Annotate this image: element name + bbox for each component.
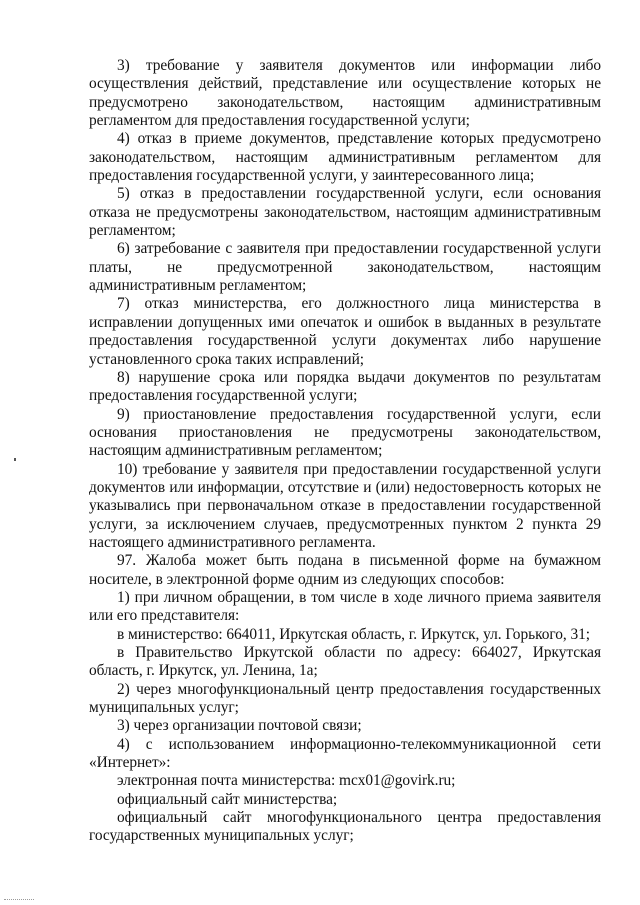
paragraph-item-9: 9) приостановление предоставления государственной услуги, если основания приостановления не предусмотрены законодательством, настоящим административным регламентом; xyxy=(89,405,601,460)
paragraph-method-2: 2) через многофункциональный центр предоставления государственных муниципальных услуг; xyxy=(89,680,601,717)
paragraph-item-4: 4) отказ в приеме документов, представление которых предусмотрено законодательством, настоящим административным регламентом для предоставления государственной услуги, у заинтересованного лица; xyxy=(89,130,601,185)
paragraph-ministry-website: официальный сайт министерства; xyxy=(117,790,338,808)
paragraph-item-6: 6) затребование с заявителя при предоставлении государственной услуги платы, не предусмотренной законодательством, настоящим административным регламентом; xyxy=(89,240,601,295)
paragraph-method-4: 4) с использованием информационно-телекоммуникационной сети «Интернет»: xyxy=(89,735,601,772)
scan-margin-mark xyxy=(14,458,16,461)
paragraph-section-97: 97. Жалоба может быть подана в письменной форме на бумажном носителе, в электронной форме одним из следующих способов: xyxy=(89,552,601,588)
paragraph-mfc-website: официальный сайт многофункционального центра предоставления государственных муниципальных услуг; xyxy=(89,809,601,845)
document-page xyxy=(89,57,601,846)
paragraph-ministry-address: в министерство: 664011, Иркутская область, г. Иркутск, ул. Горького, 31; xyxy=(117,625,590,643)
paragraph-method-1: 1) при личном обращении, в том числе в ходе личного приема заявителя или его представителя: xyxy=(89,588,601,625)
paragraph-method-3: 3) через организации почтовой связи; xyxy=(117,717,362,735)
scan-footer-mark xyxy=(4,899,34,902)
paragraph-ministry-email: электронная почта министерства: mcx01@govirk.ru; xyxy=(117,772,456,790)
paragraph-item-10: 10) требование у заявителя при предоставлении государственной услуги документов или информации, отсутствие и (или) недостоверность которых не указывались при первоначальном отказе в предоставлении государственной услуги, за исключением случаев, предусмотренных пунктом 2 пункта 29 настоящего административного регламента. xyxy=(89,460,601,551)
paragraph-item-8: 8) нарушение срока или порядка выдачи документов по результатам предоставления государственной услуги; xyxy=(89,368,601,405)
paragraph-item-7: 7) отказ министерства, его должностного лица министерства в исправлении допущенных ими опечаток и ошибок в выданных в результате предоставления государственной услуги документах либо нарушение установленного срока таких исправлений; xyxy=(89,295,601,368)
paragraph-item-5: 5) отказ в предоставлении государственной услуги, если основания отказа не предусмотрены законодательством, настоящим административным регламентом; xyxy=(89,185,601,240)
paragraph-government-address: в Правительство Иркутской области по адресу: 664027, Иркутская область, г. Иркутск, ул. Ленина, 1а; xyxy=(89,644,601,680)
paragraph-item-3: 3) требование у заявителя документов или информации либо осуществления действий, представление или осуществление которых не предусмотрено законодательством, настоящим административным регламентом для предоставления государственной услуги; xyxy=(89,57,601,130)
